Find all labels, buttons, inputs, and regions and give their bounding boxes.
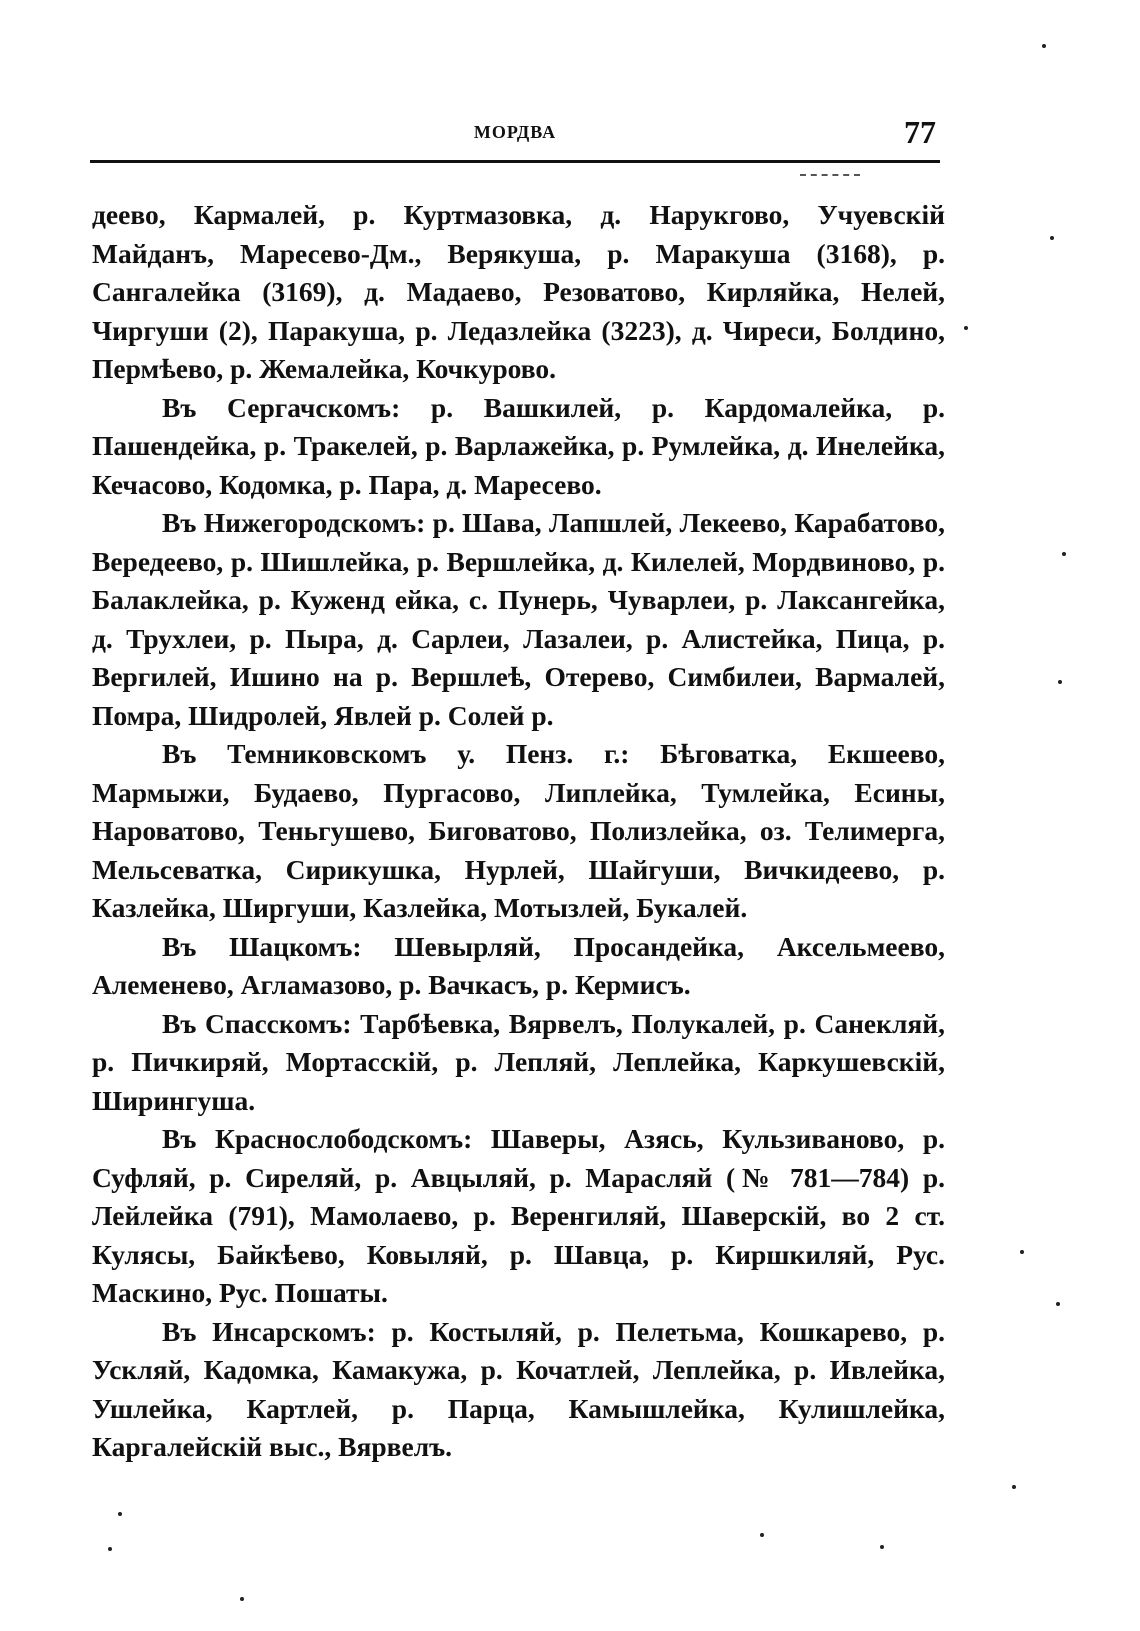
scan-speck (880, 1545, 884, 1549)
header-rule (90, 160, 940, 163)
paragraph-insar: Въ Инсарскомъ: р. Костыляй, р. Пелетьма, Кошкарево, р. Ускляй, Кадомка, Камакужа, р. Кочатлей, Леплейка, р. Ивлейка, Ушлейка, Картлей, р. Парца, Камышлейка, Кулишлейка, Каргалейскій выс., Вярвелъ. (92, 1315, 945, 1462)
paragraph-spassk: Въ Спасскомъ: Тарбѣевка, Вярвелъ, Полукалей, р. Санекляй, р. Пичкиряй, Мортасскій, р. Лепляй, Леплейка, Каркушевскій, Ширингуша. (92, 1007, 945, 1116)
paragraph-continuation: деево, Кармалей, р. Куртмазовка, д. Нарукгово, Учуевскій Майданъ, Маресево-Дм., Верякуша, р. Маракуша (3168), р. Сангалейка (3169), д. Мадаево, Резоватово, Кирляйка, Нелей, Чиргуши (2), Паракуша, р. Ледазлейка (3223), д. Чиреси, Болдино, Пермѣево, р. Жемалейка, Кочкурово. (92, 199, 945, 384)
paragraph-krasnoslobodsk: Въ Краснослободскомъ: Шаверы, Азясь, Кульзиваново, р. Суфляй, р. Сиреляй, р. Авцыляй, р. Марасляй (№ 781—784) р. Лейлейка (791), Мамолаево, р. Веренгиляй, Шаверскій, во 2 ст. Кулясы, Байкѣево, Ковыляй, р. Шавца, р. Киршкиляй, Рус. Маскино, Рус. Пошаты. (92, 1123, 945, 1308)
paragraph-nizhny-novgorod: Въ Нижегородскомъ: р. Шава, Лапшлей, Лекеево, Карабатово, Вередеево, р. Шишлейка, р. Вершлейка, д. Килелей, Мордвиново, р. Балаклейка, р. Куженд ейка, с. Пунерь, Чуварлеи, р. Лаксангейка, д. Трухлеи, р. Пыра, д. Сарлеи, Лазалеи, р. Алистейка, Пица, р. Вергилей, Ишино на р. Вершлеѣ, Отерево, Симбилеи, Вармалей, Помра, Шидролей, Явлей р. Солей р. (92, 507, 945, 731)
scan-speck (1020, 1250, 1024, 1254)
scan-speck (1058, 680, 1062, 684)
scan-speck (1012, 1485, 1016, 1489)
paragraph-sergach: Въ Сергачскомъ: р. Вашкилей, р. Кардомалейка, р. Пашендейка, р. Тракелей, р. Варлажейка, р. Румлейка, д. Инелейка, Кечасово, Кодомка, р. Пара, д. Маресево. (92, 391, 945, 500)
scan-speck (108, 1547, 112, 1551)
scan-speck (1062, 552, 1066, 556)
header-dash-mark (800, 174, 860, 177)
scan-speck (1050, 236, 1054, 240)
scan-speck (240, 1597, 244, 1601)
page-header (90, 112, 940, 160)
scan-speck (964, 326, 968, 330)
paragraph-shatsk: Въ Шацкомъ: Шевырляй, Просандейка, Аксельмеево, Алеменево, Агламазово, р. Вачкасъ, р. Кермисъ. (92, 930, 945, 1000)
scan-speck (760, 1533, 764, 1537)
scan-speck (1042, 44, 1046, 48)
scan-speck (118, 1512, 122, 1516)
body-text (92, 196, 945, 1467)
page-number: 77 (904, 114, 936, 150)
paragraph-temnikov: Въ Темниковскомъ у. Пенз. г.: Бѣговатка, Екшеево, Мармыжи, Будаево, Пургасово, Липлейка, Тумлейка, Есины, Нароватово, Теньгушево, Биговатово, Полизлейка, оз. Телимерга, Мельсеватка, Сирикушка, Нурлей, Шайгуши, Вичкидеево, р. Казлейка, Ширгуши, Казлейка, Мотызлей, Букалей. (92, 738, 945, 923)
scan-speck (1056, 1302, 1060, 1306)
running-title: МОРДВА (473, 122, 557, 142)
